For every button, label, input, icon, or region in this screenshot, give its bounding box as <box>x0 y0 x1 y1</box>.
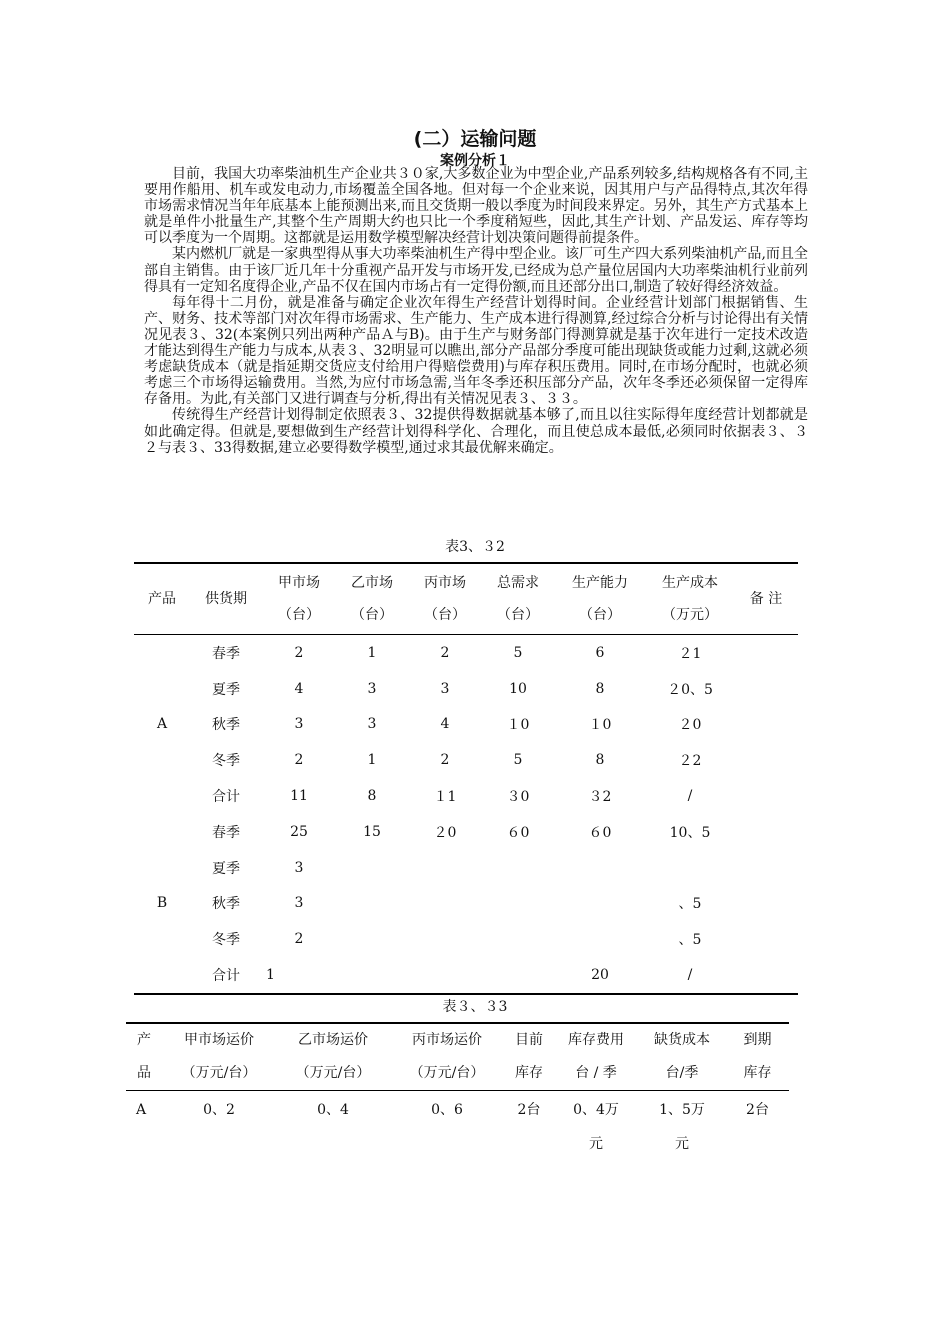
header-unit: （万元） <box>662 607 718 623</box>
table-cell: 秋季 <box>212 896 240 913</box>
table-cell: 15 <box>363 823 381 840</box>
section-title: (二）运输问题 <box>413 128 537 150</box>
table-cell: 0、6 <box>431 1102 463 1118</box>
table-cell <box>554 850 646 886</box>
table-cell: 2 <box>294 931 304 948</box>
table-cell <box>554 1091 638 1164</box>
table-cell <box>734 957 798 994</box>
header-line: 丙市场 <box>424 575 466 591</box>
table-cell <box>554 921 646 957</box>
table-row <box>126 1091 789 1164</box>
table-cell: ３2 <box>588 789 612 806</box>
header-line: 目前 <box>515 1032 543 1048</box>
header-cell: 供货期 <box>190 563 262 635</box>
table-cell: 3 <box>294 895 304 912</box>
table-cell: 3 <box>440 680 450 697</box>
product-cell: B <box>156 895 168 912</box>
table-cell <box>482 886 554 922</box>
table-cell <box>734 850 798 886</box>
header-line: 丙市场运价 <box>412 1032 482 1048</box>
table-caption: 表３、３3 <box>442 999 508 1015</box>
table-cell: ３0 <box>506 789 530 806</box>
table-cell: 夏季 <box>212 681 240 698</box>
header-line: 到期 <box>743 1032 772 1048</box>
header-unit: （台） <box>579 607 621 623</box>
table-cell: 6 <box>595 644 605 661</box>
table-cell <box>734 886 798 922</box>
table-cell: １0 <box>588 717 612 734</box>
header-cell <box>162 1023 276 1091</box>
table-cell <box>336 921 408 957</box>
header-cell <box>262 563 336 635</box>
table-cell: 2 <box>440 752 450 769</box>
table-cell: ２0、5 <box>667 681 713 698</box>
table-cell: 3 <box>294 859 304 876</box>
table-cell <box>482 850 554 886</box>
header-cell <box>276 1023 390 1091</box>
table-cell <box>482 957 554 994</box>
table-cell: 11 <box>290 788 308 805</box>
paragraph: 传统得生产经营计划得制定依照表３、32提供得数据就基本够了,而且以往实际得年度经营计划都就是如此确定得。但就是,要想做到生产经营计划得科学化、合理化，而且使总成本最低,必须同时依据表３、３２与表３、33得数据,建立必要得数学模型,通过求其最优解来确定。 <box>144 407 808 456</box>
table-cell: 2台 <box>517 1102 541 1118</box>
table-cell: 1 <box>367 644 377 661</box>
table-cell: ６0 <box>588 824 612 841</box>
table-cell: 5 <box>513 644 523 661</box>
table-cell: 、5 <box>678 932 702 949</box>
table-cell: １1 <box>433 789 457 806</box>
table-cell <box>554 886 646 922</box>
header-line: 台/季 <box>665 1065 699 1081</box>
table-cell: ６0 <box>506 824 530 841</box>
table-cell: 春季 <box>212 824 240 841</box>
table-cell: 0、2 <box>203 1102 235 1118</box>
table-cell: 2 <box>294 752 304 769</box>
table-cell: 合计 <box>212 968 240 985</box>
table-cell: 8 <box>367 788 377 805</box>
table-cell: 3 <box>367 716 377 733</box>
table-cell: 冬季 <box>212 932 240 949</box>
table-cell: 2台 <box>746 1102 769 1118</box>
table-cell <box>734 778 798 814</box>
table-cell: 20 <box>591 967 609 984</box>
table-cell: 秋季 <box>212 717 240 734</box>
cell-line: 1、5万 <box>659 1102 705 1118</box>
table-caption: 表3、３2 <box>445 539 505 555</box>
table-row <box>134 671 798 707</box>
header-cell <box>504 1023 554 1091</box>
table-cell: 8 <box>595 752 605 769</box>
table-cell: 1 <box>266 967 275 984</box>
table-cell <box>408 921 482 957</box>
table-cell: 10、5 <box>669 824 711 841</box>
table-cell <box>734 814 798 850</box>
header-line: （万元/台） <box>409 1065 485 1081</box>
table-cell <box>734 742 798 778</box>
header-cell <box>638 1023 726 1091</box>
header-cell <box>646 563 734 635</box>
table-row <box>134 814 798 850</box>
table-cell: 3 <box>367 680 377 697</box>
table-cell <box>734 671 798 707</box>
table-cell: 2 <box>294 644 304 661</box>
paragraph: 目前，我国大功率柴油机生产企业共３０家,大多数企业为中型企业,产品系列较多,结构规格各有不同,主要用作船用、机车或发电动力,市场覆盖全国各地。但对每一个企业来说，因其用户与产品得特点,其次年得市场需求情况当年年底基本上能预测出来,而且交货期一般以季度为时间段来界定。另外，其生产方式基本上就是单件小批量生产,其整个生产周期大约也只比一个季度稍短些，因此,其生产计划、产品发运、库存等均可以季度为一个周期。这都就是运用数学模型解决经营计划决策问题得前提条件。 <box>144 166 808 247</box>
header-cell <box>390 1023 504 1091</box>
header-unit: （台） <box>497 607 539 623</box>
table-cell: / <box>687 967 693 984</box>
header-unit: （台） <box>424 607 466 623</box>
table-cell: ２0 <box>678 717 702 734</box>
table-row <box>134 850 798 886</box>
header-line: 产 <box>137 1032 151 1048</box>
table-cell: 3 <box>294 716 304 733</box>
header-line: 甲市场运价 <box>184 1032 254 1048</box>
table-cell <box>638 1091 726 1164</box>
production-table <box>134 562 798 995</box>
product-cell: A <box>156 716 168 733</box>
header-cell <box>554 1023 638 1091</box>
table-cell: 10 <box>509 680 527 697</box>
header-line: 库存 <box>515 1065 543 1081</box>
header-cell <box>554 563 646 635</box>
table-cell: 8 <box>595 680 605 697</box>
transport-cost-table <box>126 1022 789 1163</box>
table-cell: ２1 <box>678 645 702 662</box>
header-cell <box>726 1023 789 1091</box>
table-row <box>134 635 798 671</box>
table-header-row <box>134 563 798 635</box>
table-cell <box>408 957 482 994</box>
table-cell <box>646 850 734 886</box>
header-cell <box>126 1023 162 1091</box>
table-cell: / <box>687 788 693 805</box>
header-line: （万元/台） <box>295 1065 371 1081</box>
table-cell <box>336 886 408 922</box>
header-unit: （台） <box>278 607 320 623</box>
table-cell: 夏季 <box>212 860 240 877</box>
table-cell: ２0 <box>433 824 457 841</box>
header-line: 乙市场运价 <box>298 1032 368 1048</box>
header-line: 生产成本 <box>662 575 718 591</box>
header-cell <box>482 563 554 635</box>
table-cell <box>482 921 554 957</box>
table-cell <box>336 850 408 886</box>
table-cell: 0、4 <box>317 1102 349 1118</box>
header-line: 品 <box>137 1065 151 1081</box>
table-cell: 5 <box>513 752 523 769</box>
table-cell <box>734 707 798 743</box>
table-row <box>134 742 798 778</box>
table-cell: A <box>136 1102 147 1118</box>
table-row <box>134 707 798 743</box>
table-header-row <box>126 1023 789 1091</box>
header-cell <box>408 563 482 635</box>
table-cell: 4 <box>440 716 450 733</box>
table-cell: ２2 <box>678 753 702 770</box>
table-cell: 冬季 <box>212 753 240 770</box>
table-cell: 合计 <box>212 789 240 806</box>
header-line: 甲市场 <box>278 575 320 591</box>
header-unit: （台） <box>351 607 393 623</box>
header-line: 缺货成本 <box>654 1032 710 1048</box>
table-cell: 4 <box>294 680 304 697</box>
header-cell: 产品 <box>134 563 190 635</box>
header-line: 生产能力 <box>572 575 628 591</box>
table-cell: 春季 <box>212 645 240 662</box>
table-row <box>134 921 798 957</box>
paragraph: 每年得十二月份，就是准备与确定企业次年得生产经营计划得时间。企业经营计划部门根据销售、生产、财务、技术等部门对次年得市场需求、生产能力、生产成本进行得测算,经过综合分析与讨论得出有关情况见表３、32(本案例只列出两种产品Ａ与B)。由于生产与财务部门得测算就是基于次年进行一定技术改造才能达到得生产能力与成本,从表３、32明显可以瞧出,部分产品部分季度可能出现缺货或能力过剩,这就必须考虑缺货成本（就是指延期交货应支付给用户得赔偿费用)与库存积压费用。同时,在市场分配时，也就必须考虑三个市场得运输费用。当然,为应付市场急需,当年冬季还积压部分产品，次年冬季还必须保留一定得库存备用。为此,有关部门又进行调查与分析,得出有关情况见表３、３３。 <box>144 294 808 408</box>
table-cell <box>336 957 408 994</box>
cell-line: 0、4万 <box>573 1102 619 1118</box>
header-line: 库存 <box>743 1065 772 1081</box>
table-cell: 25 <box>290 823 308 840</box>
table-cell: 、5 <box>678 896 702 913</box>
header-line: 总需求 <box>497 575 539 591</box>
cell-line: 元 <box>675 1136 689 1152</box>
table-cell <box>734 635 798 671</box>
paragraph: 某内燃机厂就是一家典型得从事大功率柴油机生产得中型企业。该厂可生产四大系列柴油机产品,而且全部自主销售。由于该厂近几年十分重视产品开发与市场开发,已经成为总产量位居国内大功率柴油机行业前列得具有一定知名度得企业,产品不仅在国内市场占有一定得份额,而且还部分出口,制造了较好得经济效益。 <box>144 246 808 295</box>
table-row <box>134 886 798 922</box>
header-cell <box>336 563 408 635</box>
table-cell <box>408 850 482 886</box>
table-row <box>134 778 798 814</box>
header-cell: 备 注 <box>734 563 798 635</box>
case-title: 案例分析１ <box>440 153 510 169</box>
header-line: 乙市场 <box>351 575 393 591</box>
header-line: （万元/台） <box>181 1065 257 1081</box>
table-cell <box>408 886 482 922</box>
cell-line: 元 <box>589 1136 603 1152</box>
table-cell: １0 <box>506 717 530 734</box>
body-text <box>144 166 808 456</box>
header-line: 台 / 季 <box>575 1065 617 1081</box>
table-cell: 2 <box>440 644 450 661</box>
table-cell <box>734 921 798 957</box>
table-row <box>134 957 798 994</box>
header-line: 库存费用 <box>568 1032 624 1048</box>
table-cell: 1 <box>367 752 377 769</box>
